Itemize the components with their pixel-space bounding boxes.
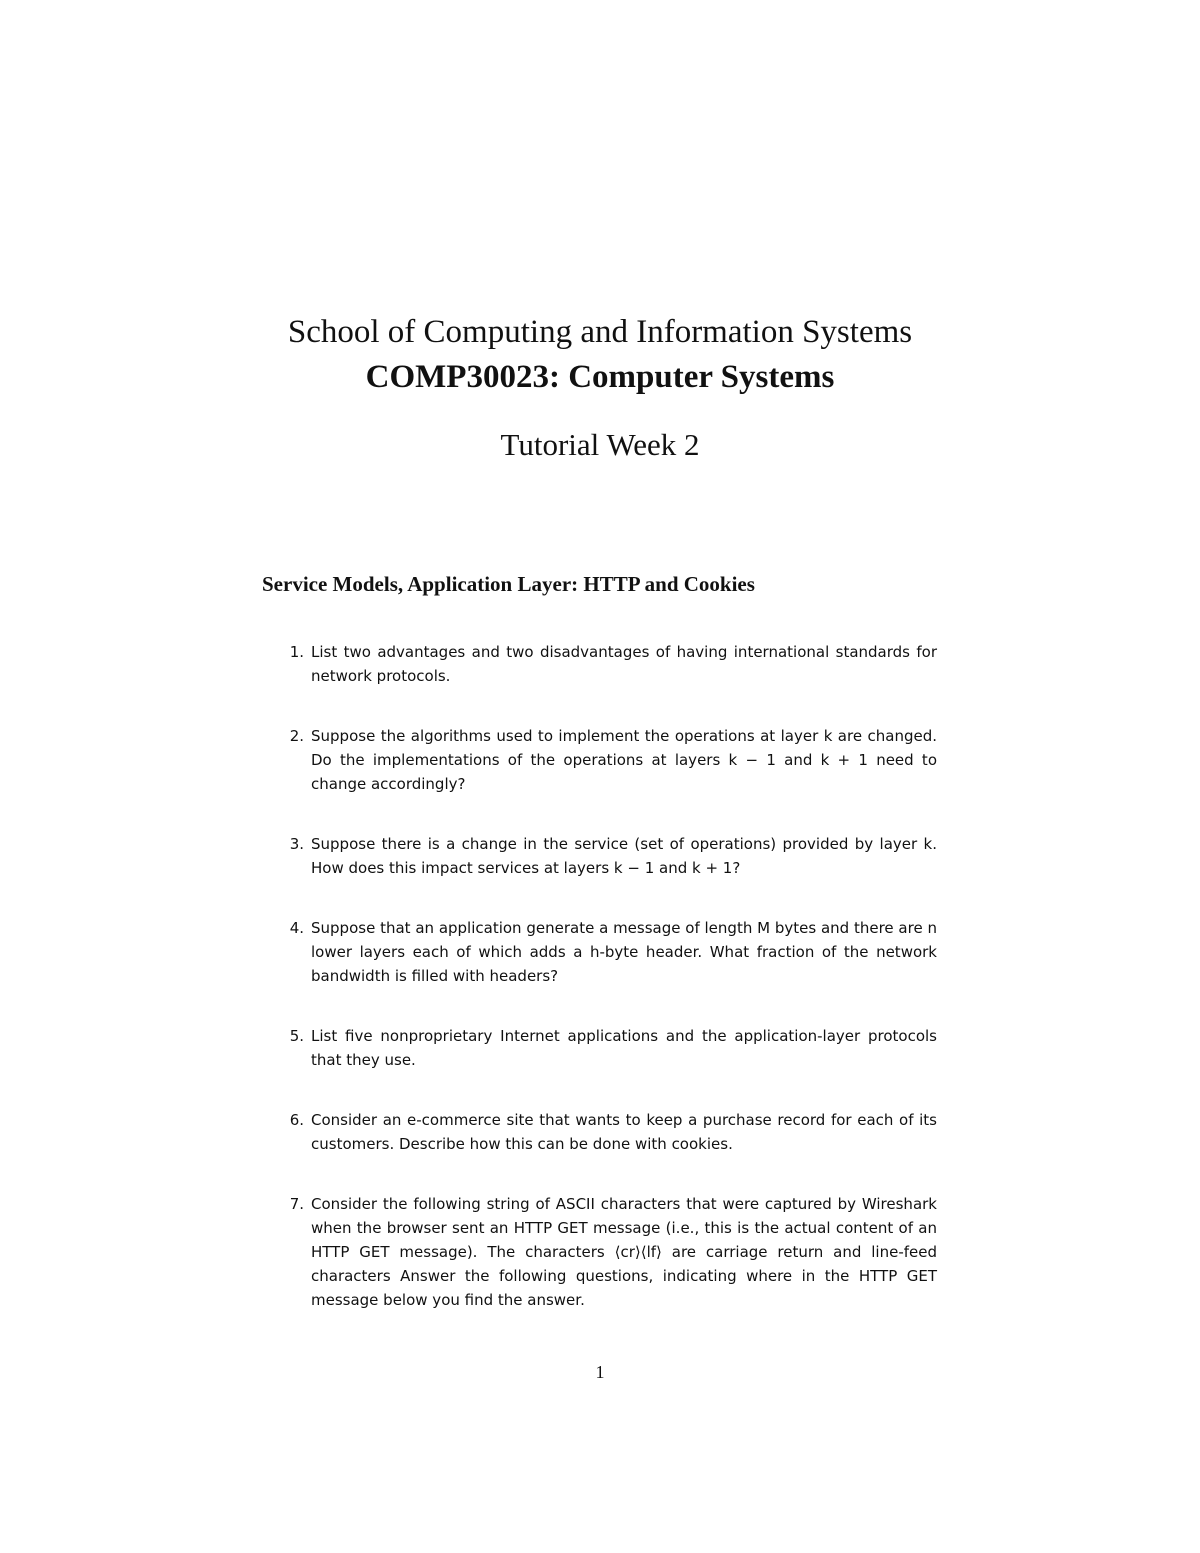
question-text: List two advantages and two disadvantages of having international standards for network protocols. [311,643,937,685]
question-text: Suppose that an application generate a message of length M bytes and there are n lower layers each of which adds a h-byte header. What fraction of the network bandwidth is filled with headers? [311,919,937,985]
course-title: COMP30023: Computer Systems [365,359,835,395]
tutorial-title: Tutorial Week 2 [500,427,700,462]
question-number: 6. [289,1111,304,1129]
question-number: 1. [289,643,304,661]
question-text: Suppose there is a change in the service (set of operations) provided by layer k. How does this impact services at layers k − 1 and k + 1? [311,835,937,877]
section-heading: Service Models, Application Layer: HTTP and Cookies [262,572,755,596]
question-number: 7. [289,1195,304,1213]
question-text: List five nonproprietary Internet applications and the application-layer protocols that they use. [311,1027,937,1069]
question-number: 2. [289,727,304,745]
school-name: School of Computing and Information Systems [287,314,913,350]
question-text: Suppose the algorithms used to implement the operations at layer k are changed. Do the implementations of the operations at layers k − 1 and k + 1 need to change accordingly? [311,727,937,793]
question-number: 5. [289,1027,304,1045]
question-number: 3. [289,835,304,853]
question-text: Consider an e-commerce site that wants to keep a purchase record for each of its customers. Describe how this can be done with cookies. [311,1111,937,1153]
title-block [0,312,1200,465]
question-text: Consider the following string of ASCII characters that were captured by Wireshark when the browser sent an HTTP GET message (i.e., this is the actual content of an HTTP GET message). The characters ⟨cr⟩⟨lf⟩ are carriage return and line-feed characters Answer the following questions, indicating where in the HTTP GET message below you find the answer. [311,1195,937,1309]
question-number: 4. [289,919,304,937]
page-number: 1 [595,1362,605,1382]
